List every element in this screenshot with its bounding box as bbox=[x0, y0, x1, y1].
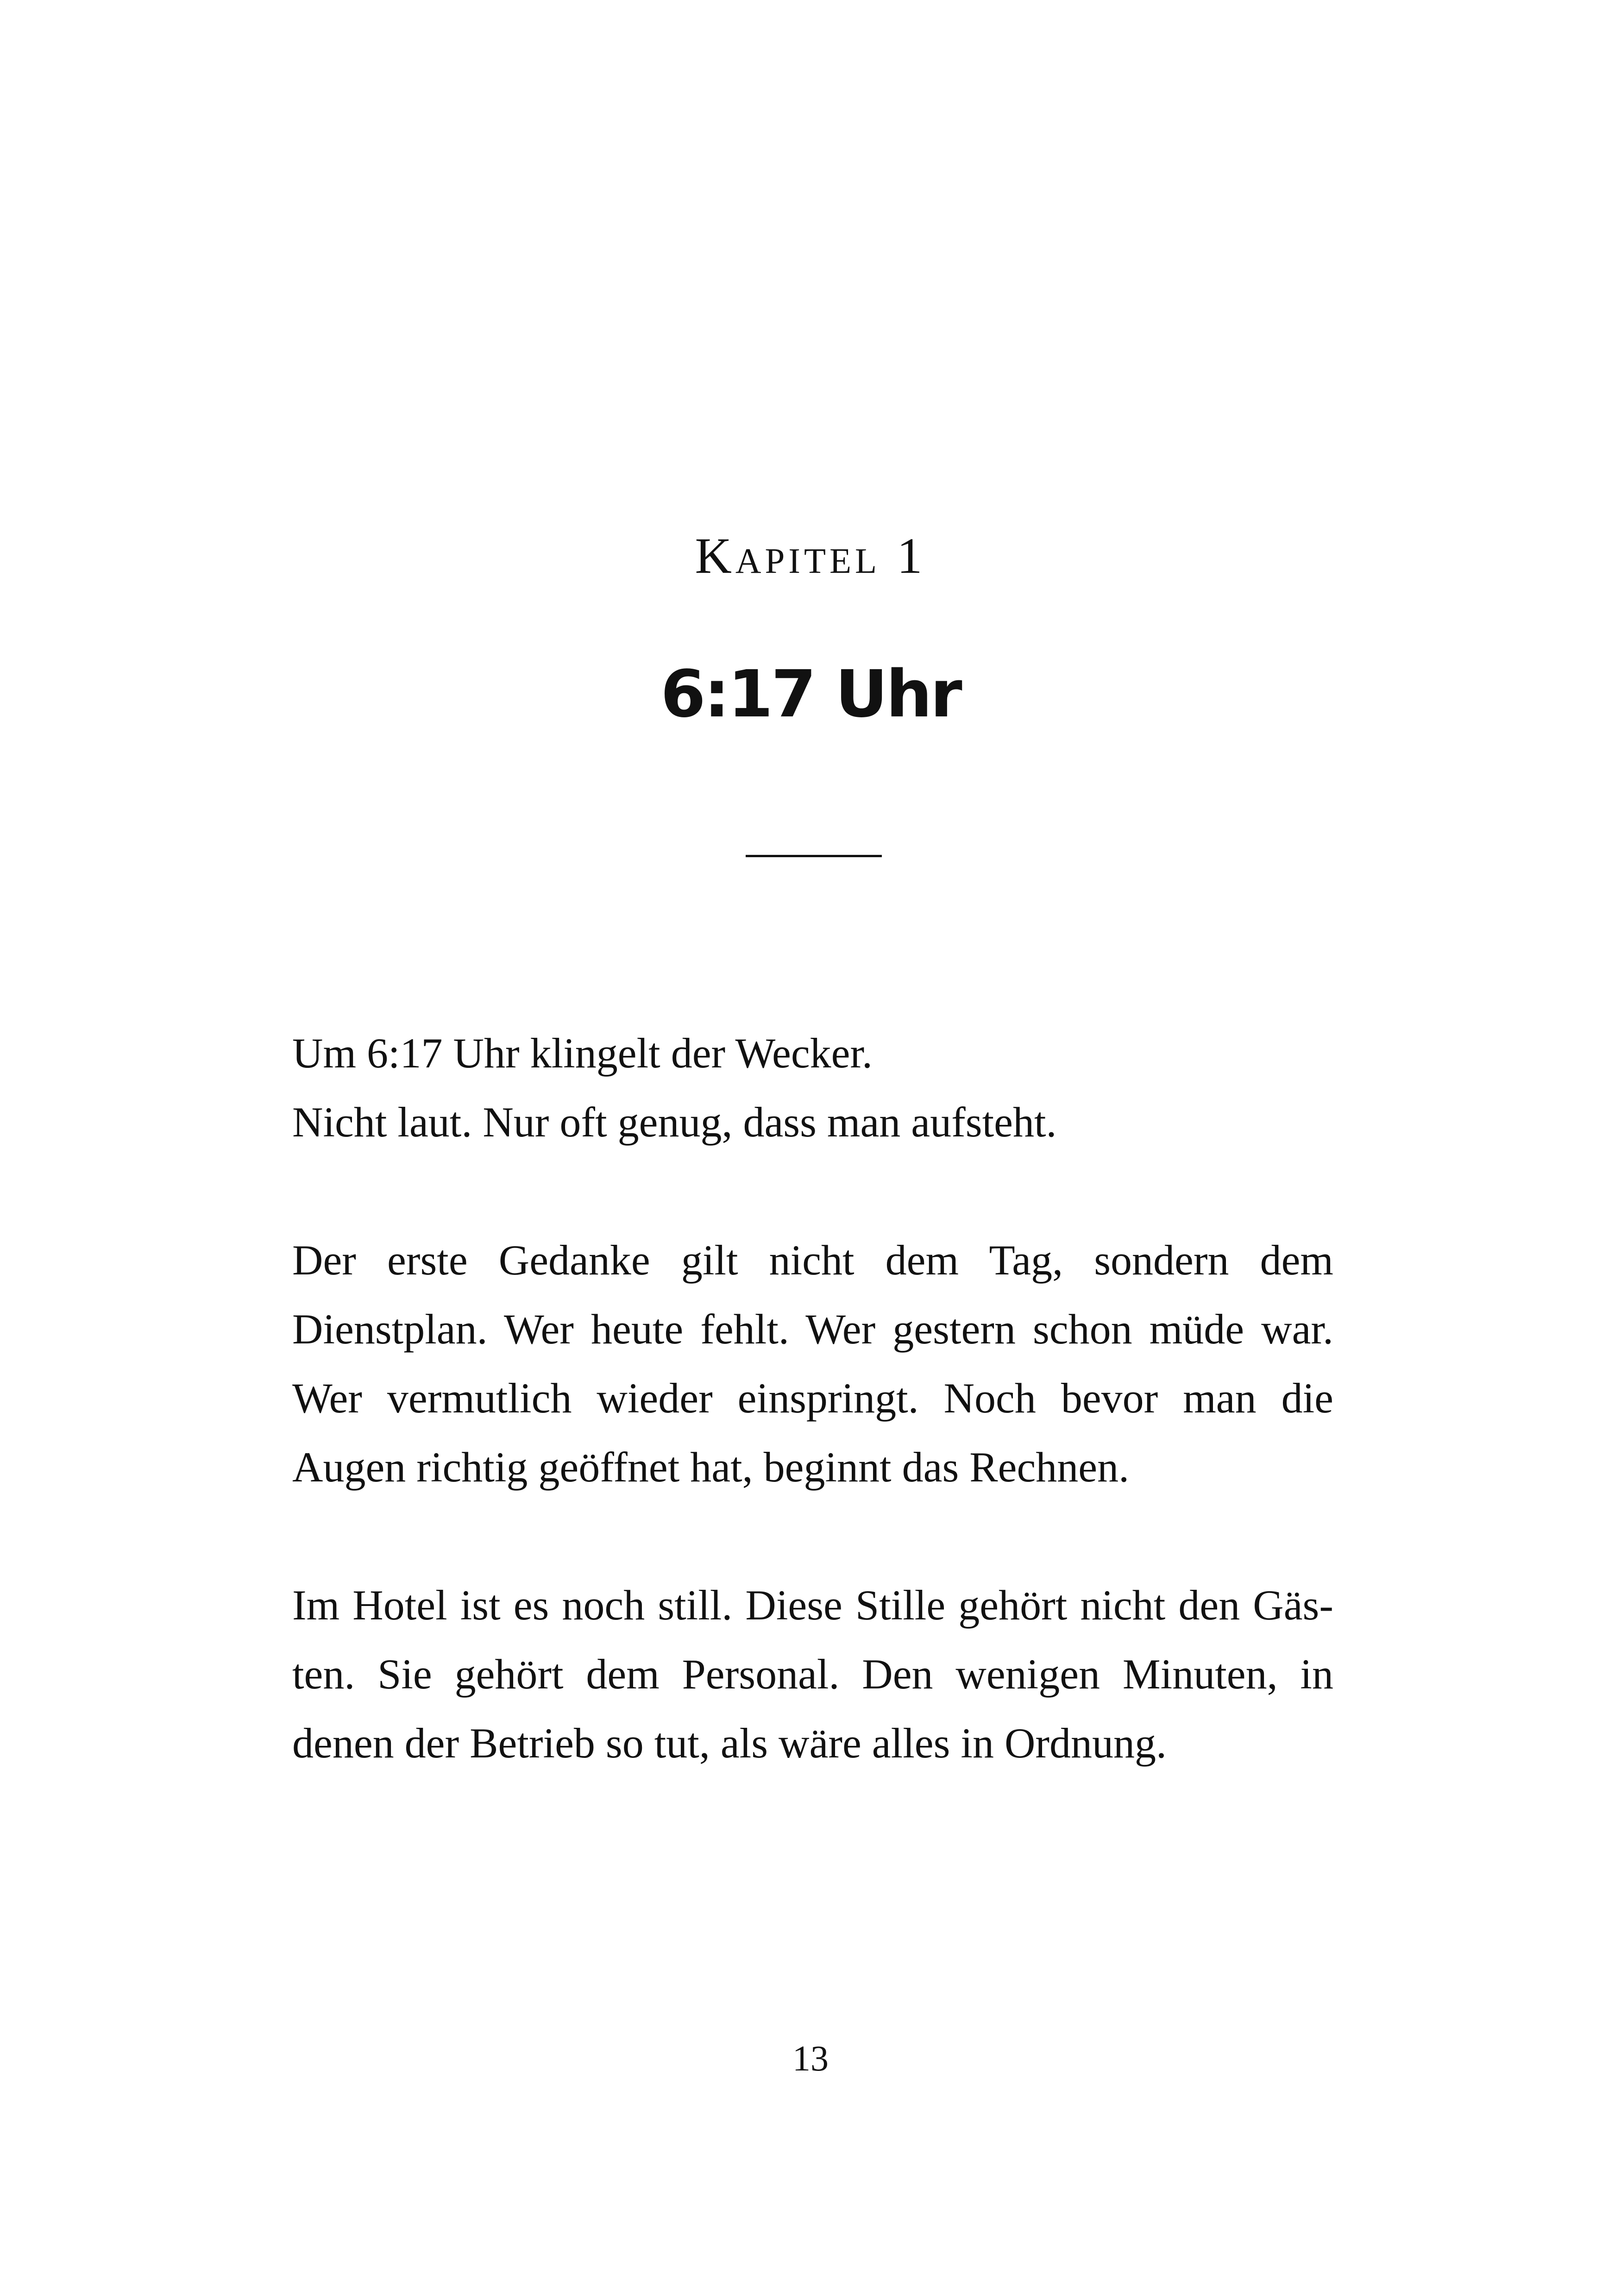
page-number: 13 bbox=[792, 2038, 829, 2078]
paragraph-1 bbox=[292, 1019, 1333, 1157]
chapter-title: 6:17 Uhr bbox=[660, 657, 961, 732]
paragraph-line: Um 6:17 Uhr klingelt der Wecker. bbox=[292, 1029, 873, 1077]
chapter-label: Kapitel 1 bbox=[695, 527, 926, 584]
title-divider bbox=[746, 855, 882, 857]
chapter-body bbox=[292, 1019, 1333, 1847]
paragraph-3: Im Hotel ist es noch still. Diese Stille gehört nicht den Gästen. Sie gehört dem Personal. Den wenigen Minuten, in denen der Betrieb so tut, als wäre alles in Ordnung. bbox=[292, 1581, 1333, 1767]
paragraph-line: Nicht laut. Nur oft genug, dass man aufsteht. bbox=[292, 1098, 1057, 1146]
paragraph-2: Der erste Gedanke gilt nicht dem Tag, sondern dem Dienstplan. Wer heute fehlt. Wer gestern schon müde war. Wer vermutlich wieder einspringt. Noch bevor man die Augen richtig geöffnet hat, beginnt das Rechnen. bbox=[292, 1236, 1333, 1491]
